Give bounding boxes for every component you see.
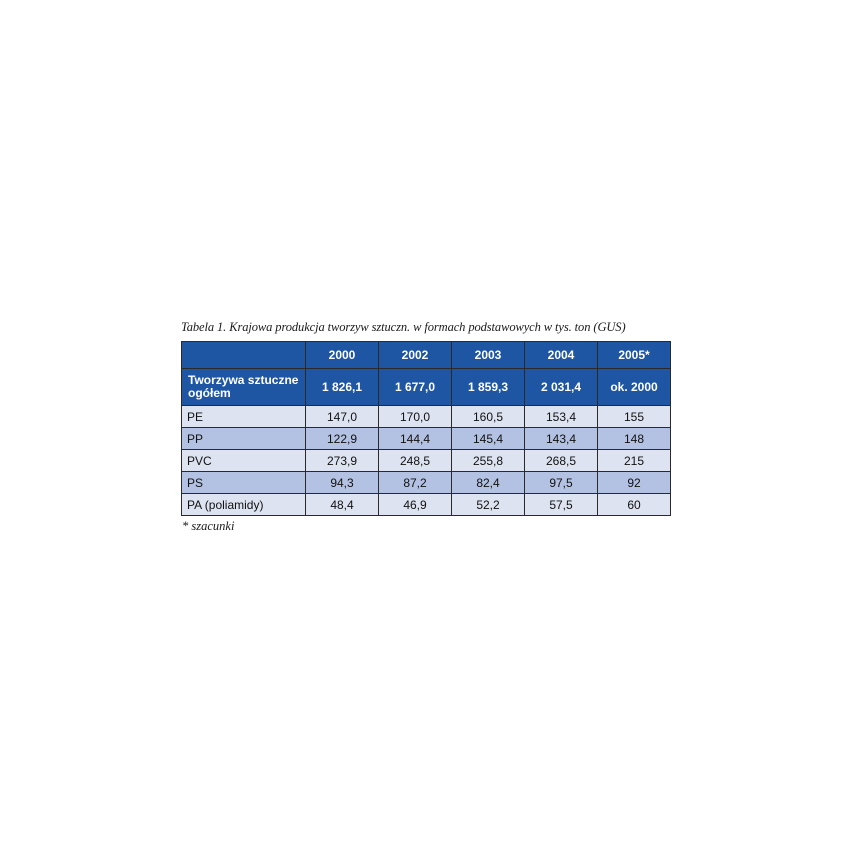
- header-row: [182, 342, 671, 369]
- table-cell: 52,2: [452, 494, 525, 516]
- table-cell: 153,4: [525, 406, 598, 428]
- table-cell: 145,4: [452, 428, 525, 450]
- table-row: [182, 494, 671, 516]
- table-cell: 148: [598, 428, 671, 450]
- table-cell: 143,4: [525, 428, 598, 450]
- header-cell: 2004: [525, 342, 598, 369]
- table-cell: 255,8: [452, 450, 525, 472]
- table-cell: 46,9: [379, 494, 452, 516]
- table-cell: 248,5: [379, 450, 452, 472]
- table-cell: 273,9: [306, 450, 379, 472]
- table-cell: 94,3: [306, 472, 379, 494]
- table-cell: 60: [598, 494, 671, 516]
- table-cell: 144,4: [379, 428, 452, 450]
- header-cell: 2005*: [598, 342, 671, 369]
- table-cell: ok. 2000: [598, 369, 671, 406]
- header-cell: 2000: [306, 342, 379, 369]
- table-figure: [181, 320, 673, 534]
- table-cell: 1 859,3: [452, 369, 525, 406]
- header-cell: [182, 342, 306, 369]
- table-cell: 155: [598, 406, 671, 428]
- table-cell: 97,5: [525, 472, 598, 494]
- table-cell: 1 826,1: [306, 369, 379, 406]
- table-cell: 215: [598, 450, 671, 472]
- row-label: PS: [182, 472, 306, 494]
- table-row: [182, 428, 671, 450]
- production-table: [181, 341, 671, 516]
- row-label: PE: [182, 406, 306, 428]
- row-label: PP: [182, 428, 306, 450]
- row-label: Tworzywa sztuczne ogółem: [182, 369, 306, 406]
- table-cell: 82,4: [452, 472, 525, 494]
- table-footnote: * szacunki: [182, 519, 235, 533]
- table-cell: 160,5: [452, 406, 525, 428]
- table-row: [182, 472, 671, 494]
- row-label: PA (poliamidy): [182, 494, 306, 516]
- table-caption: Tabela 1. Krajowa produkcja tworzyw sztuczn. w formach podstawowych w tys. ton (GUS): [181, 320, 626, 334]
- table-cell: 1 677,0: [379, 369, 452, 406]
- table-row: [182, 406, 671, 428]
- table-cell: 147,0: [306, 406, 379, 428]
- table-cell: 87,2: [379, 472, 452, 494]
- table-cell: 122,9: [306, 428, 379, 450]
- table-cell: 92: [598, 472, 671, 494]
- table-cell: 170,0: [379, 406, 452, 428]
- table-cell: 48,4: [306, 494, 379, 516]
- total-row: [182, 369, 671, 406]
- header-cell: 2002: [379, 342, 452, 369]
- table-row: [182, 450, 671, 472]
- row-label: PVC: [182, 450, 306, 472]
- table-cell: 2 031,4: [525, 369, 598, 406]
- table-cell: 57,5: [525, 494, 598, 516]
- table-cell: 268,5: [525, 450, 598, 472]
- header-cell: 2003: [452, 342, 525, 369]
